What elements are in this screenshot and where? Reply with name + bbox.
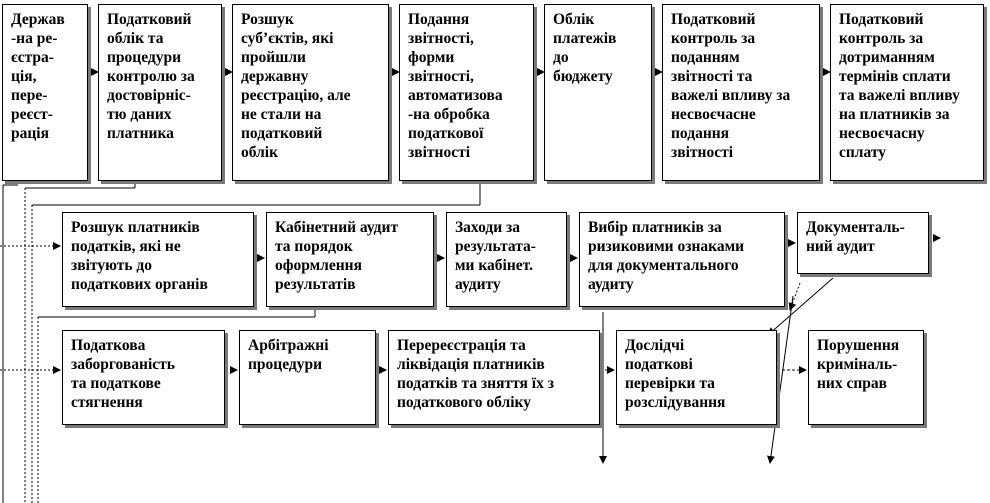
documentary-audit-box: Документаль- ний аудит [797, 212, 929, 274]
reporting-control-box: Податковий контроль за поданням звітності та важелі впливу за несвоєчасне подання звітності [662, 4, 820, 181]
desk-audit-measures-box: Заходи за результата- ми кабінет. аудиту [446, 212, 567, 307]
reporting-submission-box: Подання звітності, форми звітності, автоматизова -на обробка податкової звітності [399, 4, 534, 181]
desk-audit-box: Кабінетний аудит та порядок оформлення результатів [266, 212, 434, 307]
tax-accounting-control-box: Податковий облік та процедури контролю за достовірніс- тю даних платника [98, 4, 222, 181]
criminal-cases-box: Порушення криміналь- них справ [808, 330, 924, 425]
state-registration-box: Держав -на ре- єстра- ція, пере- реєст- рація [2, 4, 88, 181]
reregistration-liquidation-box: Перереєстрація та ліквідація платників податків та зняття їх з податкового обліку [388, 330, 600, 425]
tax-debt-collection-box: Податкова заборгованість та податкове стягнення [62, 330, 225, 425]
payment-deadline-control-box: Податковий контроль за дотриманням термінів сплати та важелі впливу на платників за несвоєчасну сплату [830, 4, 984, 181]
arbitration-procedures-box: Арбітражні процедури [239, 330, 376, 425]
search-unregistered-entities-box: Розшук суб’єктів, які пройшли державну реєстрацію, але не стали на податковий облік [232, 4, 389, 181]
investigative-inspections-box: Дослідчі податкові перевірки та розслідування [616, 330, 777, 425]
budget-payments-accounting-box: Облік платежів до бюджету [544, 4, 652, 181]
risk-based-selection-box: Вибір платників за ризиковими ознаками для документального аудиту [579, 212, 785, 307]
search-non-reporting-payers-box: Розшук платників податків, які не звітують до податкових органів [62, 212, 254, 307]
